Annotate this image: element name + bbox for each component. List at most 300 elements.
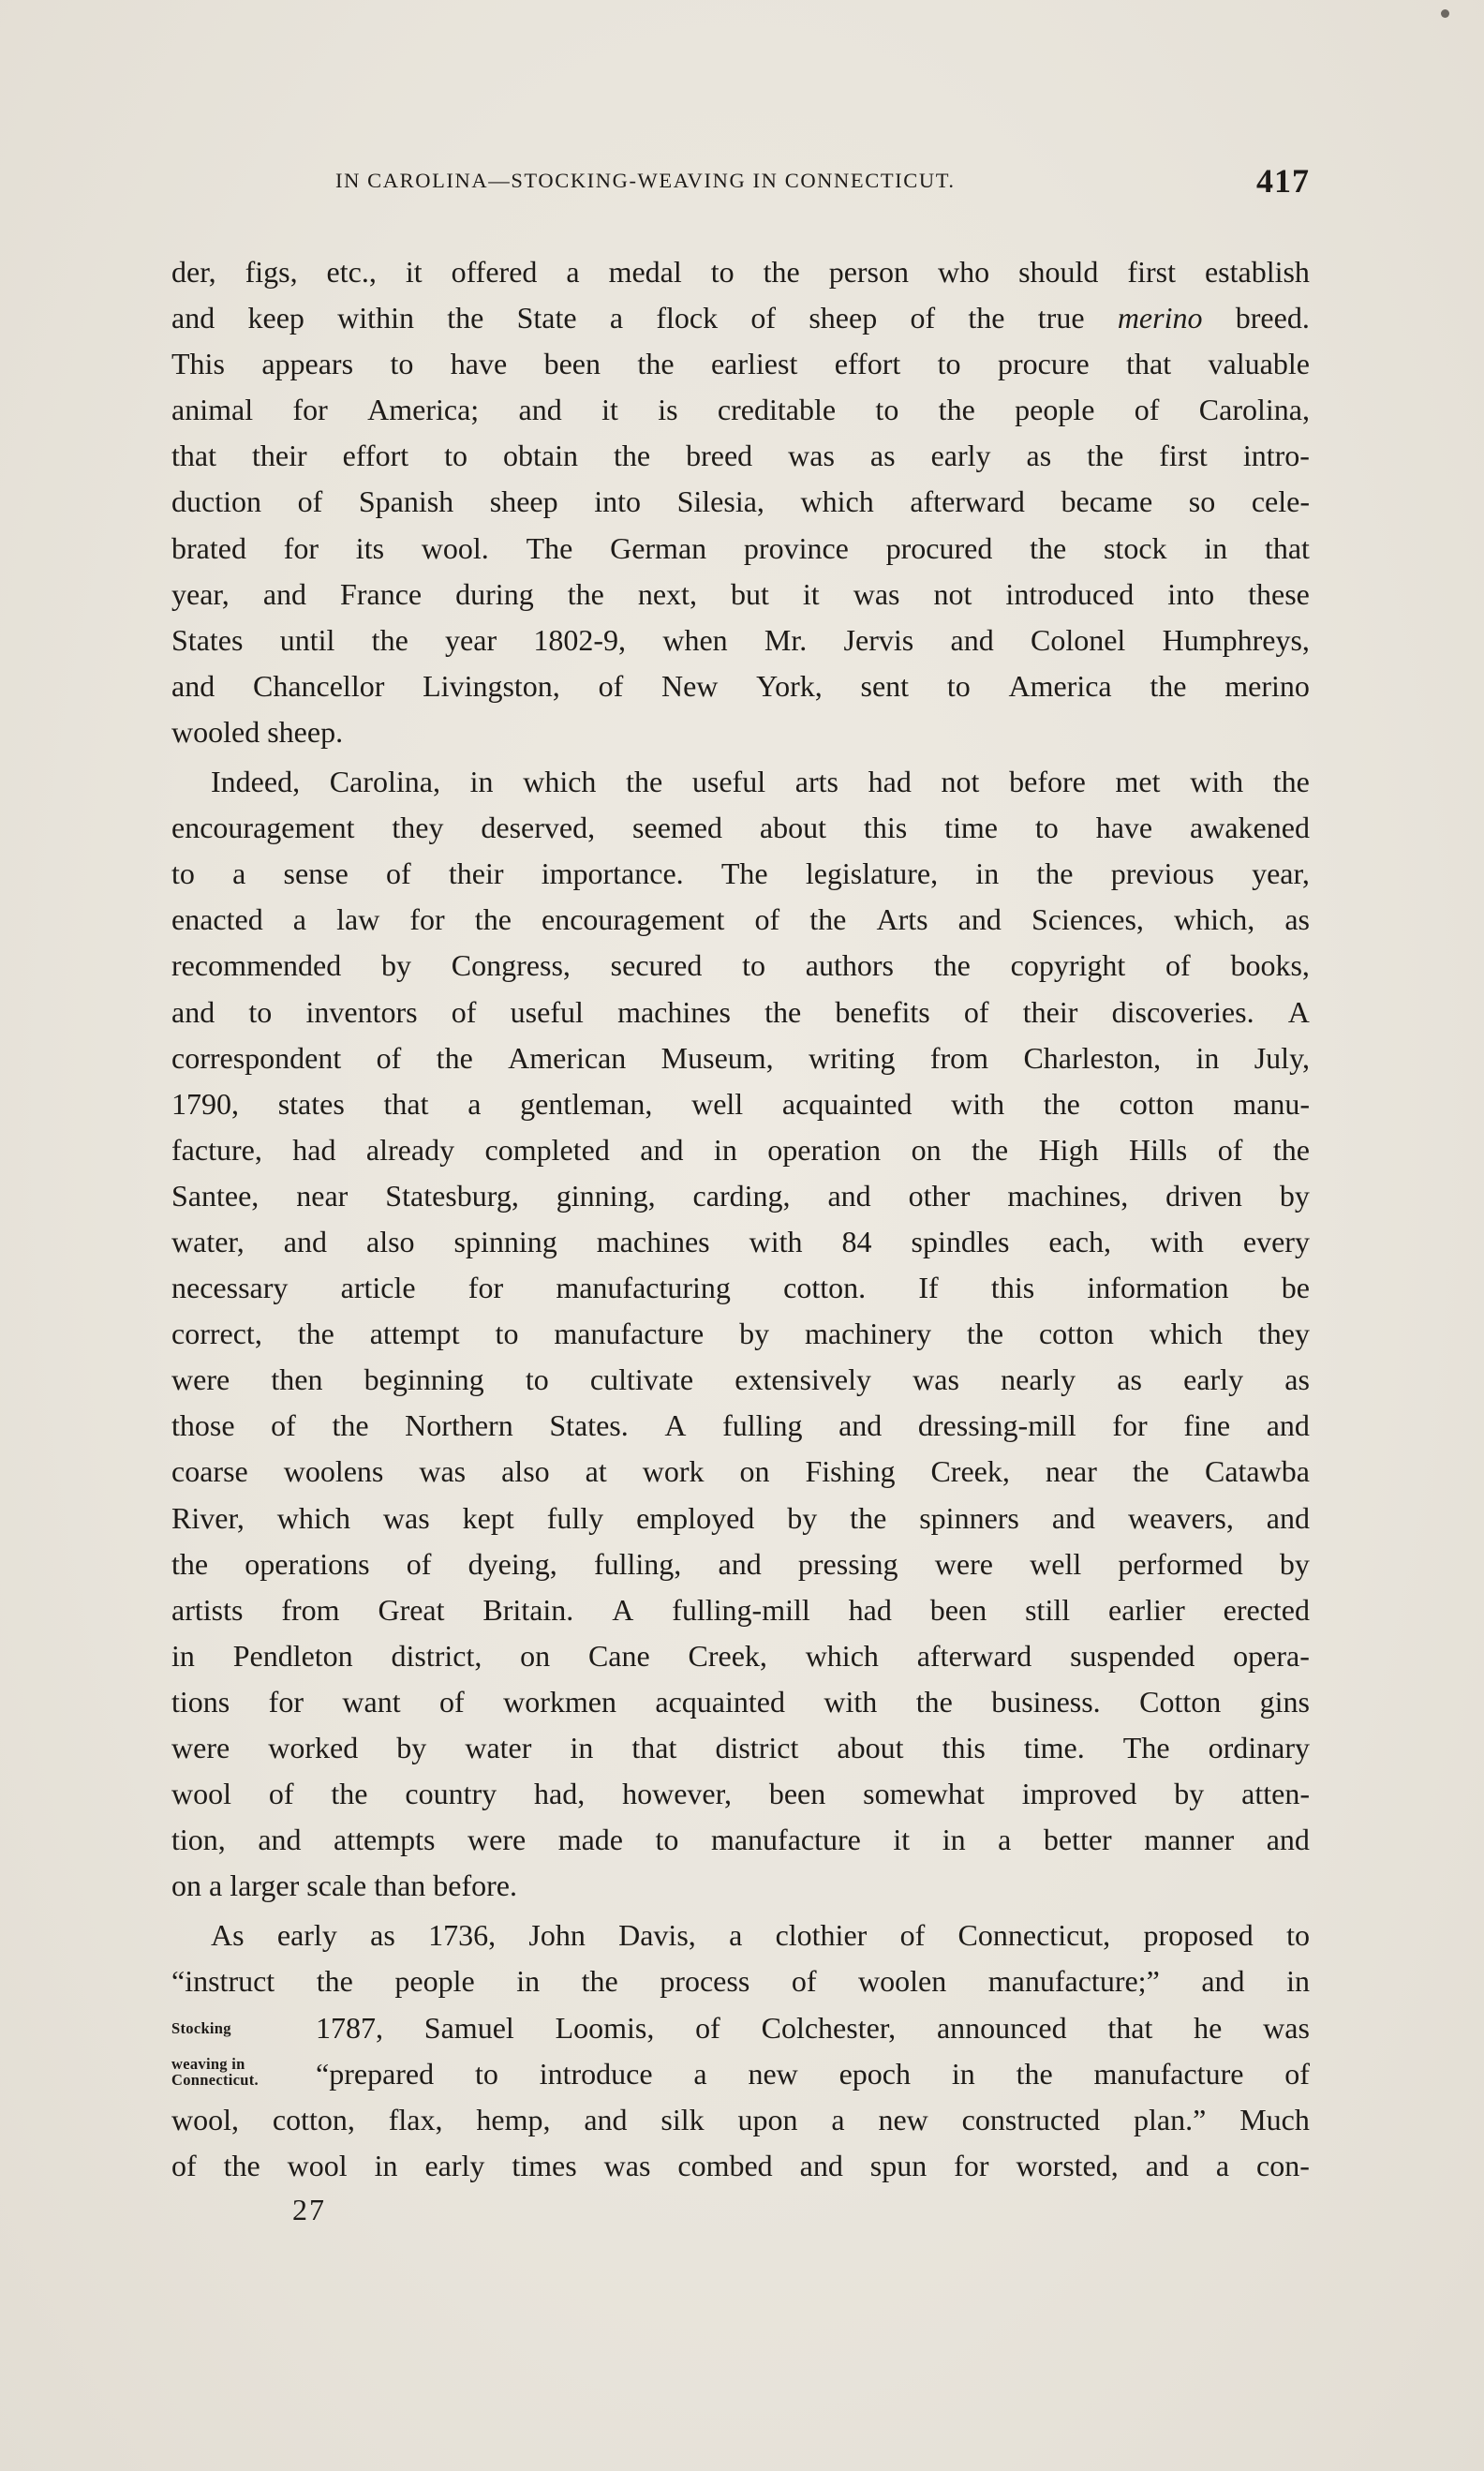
word: of (1134, 393, 1160, 427)
word: business. (991, 1684, 1101, 1719)
word: recommended (171, 948, 342, 983)
word: with (1150, 1224, 1204, 1258)
word: Fishing (805, 1454, 896, 1489)
text-line (171, 2051, 1310, 2097)
side-note-line: Connecticut. (171, 2070, 259, 2089)
word: stock (1103, 530, 1167, 565)
text-line: on a larger scale than before. (171, 1868, 517, 1903)
word: which (805, 1638, 879, 1673)
word: the (1087, 439, 1124, 473)
word: procured (885, 530, 993, 565)
word: spindles (911, 1224, 1010, 1258)
word: the (447, 301, 484, 335)
word: appears (261, 347, 354, 381)
word: of (376, 1040, 402, 1075)
word: new (878, 2102, 928, 2136)
word: true (1037, 301, 1085, 335)
word: a (609, 301, 624, 335)
word: legislature, (805, 856, 939, 891)
word: the (581, 1964, 618, 1999)
word: the (223, 2148, 260, 2182)
text-line (171, 572, 1310, 618)
word: it (802, 576, 820, 611)
word: July, (1254, 1040, 1310, 1075)
word: and (171, 301, 215, 335)
word: the (171, 1546, 209, 1581)
word: been (768, 1777, 826, 1811)
word: during (455, 576, 534, 611)
word: was (419, 1454, 467, 1489)
word: in (469, 765, 494, 799)
word: woolens (283, 1454, 384, 1489)
word: that (383, 1086, 429, 1121)
word: their (251, 439, 307, 473)
word: a (566, 255, 580, 289)
word: been (543, 347, 601, 381)
word: the (1272, 1132, 1310, 1167)
text-line (171, 1173, 1310, 1219)
word: this (990, 1271, 1035, 1305)
text-line (171, 1219, 1310, 1265)
word: and (838, 1408, 883, 1443)
word: in (570, 1731, 594, 1764)
word: from (281, 1592, 340, 1627)
word: next, (637, 576, 697, 611)
word: the (933, 948, 971, 983)
word: which (1149, 1317, 1224, 1351)
word: had (848, 1592, 892, 1627)
word: and (171, 668, 215, 703)
word: was (913, 1362, 959, 1397)
word: who (937, 255, 990, 289)
word: This (171, 347, 225, 381)
word: writing (809, 1040, 896, 1075)
word: province (743, 530, 849, 565)
word: the (371, 622, 408, 657)
word: a (729, 1918, 743, 1953)
word: secured (610, 948, 703, 983)
word: atten- (1241, 1777, 1310, 1811)
word: time. (1023, 1731, 1085, 1764)
word: manner (1144, 1823, 1235, 1857)
word: Silesia, (676, 484, 764, 519)
word: the (1030, 530, 1067, 565)
word: states (277, 1086, 345, 1121)
word: importance. (541, 856, 684, 891)
word: operations (245, 1546, 370, 1581)
word: every (1242, 1224, 1310, 1258)
word: in (951, 2056, 975, 2091)
word: employed (636, 1500, 755, 1535)
word: fulling, (593, 1546, 682, 1581)
word: of (750, 301, 777, 335)
word: new (748, 2056, 798, 2091)
word: upon (737, 2102, 798, 2136)
word: in (516, 1964, 541, 1999)
word: of (406, 1546, 432, 1581)
word: by (381, 948, 412, 983)
word: already (365, 1132, 455, 1167)
word: Museum, (660, 1040, 774, 1075)
word: “instruct (171, 1964, 275, 1999)
word: of (271, 1408, 296, 1443)
word: at (585, 1454, 607, 1489)
word: and (171, 994, 215, 1029)
word: until (279, 622, 335, 657)
word: had, (534, 1777, 586, 1811)
word: its (355, 530, 385, 565)
word: plan.” (1134, 2102, 1207, 2136)
word: in (975, 856, 1000, 891)
word: manufacture (710, 1823, 861, 1857)
word: afterward (916, 1638, 1032, 1673)
text-line (171, 1081, 1310, 1127)
word: machines (617, 994, 731, 1029)
word: times (512, 2148, 577, 2182)
word: on (520, 1638, 551, 1673)
word: beginning (364, 1362, 484, 1397)
word: of (451, 994, 477, 1029)
word: Much (1239, 2102, 1310, 2136)
word: and (957, 902, 1002, 937)
word: fulling (722, 1408, 803, 1443)
word: etc., (326, 255, 377, 289)
word: early (930, 439, 991, 473)
word: of (899, 1918, 926, 1953)
word: then (271, 1362, 323, 1397)
word: correct, (171, 1317, 262, 1351)
word: weavers, (1127, 1500, 1234, 1535)
word: as (1117, 1362, 1142, 1397)
text-line (171, 479, 1310, 525)
word: to (525, 1362, 549, 1397)
word: the (331, 1777, 368, 1811)
word: these (1248, 576, 1310, 611)
text-line (171, 249, 1310, 295)
word: near (296, 1178, 349, 1213)
word: in (374, 2148, 398, 2182)
word: the (966, 1317, 1004, 1351)
word: the (1036, 856, 1074, 891)
word: breed (686, 439, 753, 473)
side-note-line: Stocking (171, 2018, 231, 2037)
word: a (693, 2056, 707, 2091)
word: the (1272, 765, 1310, 799)
text-line (171, 663, 1310, 709)
word: the (850, 1500, 887, 1535)
word: Carolina, (1198, 393, 1310, 427)
word: was (788, 439, 835, 473)
word: to (875, 393, 899, 427)
word: were (467, 1823, 527, 1857)
word: for (283, 530, 319, 565)
word: water (465, 1731, 532, 1764)
text-line (171, 759, 1310, 805)
word: for (268, 1684, 304, 1719)
word: process (660, 1964, 750, 1999)
word: con- (1256, 2148, 1310, 2182)
word: from (929, 1040, 989, 1075)
word: by (1279, 1178, 1310, 1213)
running-title: IN CAROLINA—STOCKING-WEAVING IN CONNECTICUT. (335, 169, 956, 192)
word: manufacturing (556, 1271, 731, 1305)
word: Chancellor (252, 668, 385, 703)
word: State (516, 301, 577, 335)
word: manufacture;” (987, 1964, 1160, 1999)
word: and (718, 1546, 762, 1581)
word: pressing (797, 1546, 898, 1581)
word: Indeed, (211, 765, 301, 799)
word: discoveries. (1111, 994, 1254, 1029)
word: brated (171, 530, 246, 565)
word: clothier (775, 1918, 868, 1953)
word: should (1018, 255, 1099, 289)
word: and (1145, 2148, 1189, 2182)
word: in (171, 1638, 195, 1673)
word: enacted (171, 902, 263, 937)
side-note-line: weaving in (171, 2054, 245, 2073)
word: of (171, 2148, 197, 2182)
word: the (1132, 1454, 1169, 1489)
text-line (171, 897, 1310, 943)
word: first (1159, 439, 1208, 473)
word: and (1051, 1500, 1096, 1535)
word: which (800, 484, 874, 519)
word: The (1122, 1731, 1170, 1764)
word: met (1115, 765, 1161, 799)
word: want (342, 1684, 401, 1719)
word: establish (1204, 255, 1310, 289)
word: Catawba (1204, 1454, 1310, 1489)
word: with (749, 1224, 803, 1258)
word: intro- (1242, 439, 1310, 473)
word: proposed (1143, 1918, 1254, 1953)
word: the (436, 1040, 473, 1075)
text-line (171, 2005, 1310, 2051)
word: other (908, 1178, 971, 1213)
word: flax, (388, 2102, 443, 2136)
word: cotton (1119, 1086, 1195, 1121)
word: fulling-mill (672, 1592, 810, 1627)
word: sent (860, 668, 910, 703)
word: well (1030, 1546, 1082, 1581)
word: so (1188, 484, 1216, 519)
word: early (424, 2148, 485, 2182)
word: and (799, 2148, 843, 2182)
text-line: wooled sheep. (171, 714, 344, 749)
word: to (742, 948, 766, 983)
word: of (695, 2010, 720, 2045)
word: Sciences, (1031, 902, 1144, 937)
word: year, (1252, 856, 1310, 891)
word: manu- (1233, 1086, 1310, 1121)
word: and (1266, 1408, 1310, 1443)
text-line (171, 851, 1310, 897)
word: The (720, 856, 768, 891)
word: and (1201, 1964, 1245, 1999)
word: Arts (876, 902, 928, 937)
word: As (211, 1918, 245, 1953)
word: the (297, 1317, 334, 1351)
word: into (594, 484, 641, 519)
word: to (1034, 811, 1059, 845)
word: silk (660, 2102, 705, 2136)
word: animal (171, 393, 254, 427)
word: was (603, 2148, 651, 2182)
word: earlier (1108, 1592, 1185, 1627)
word: into (1167, 576, 1215, 611)
word: to (444, 439, 467, 473)
word: for (467, 1271, 504, 1305)
word: better (1043, 1823, 1112, 1857)
word: Samuel (423, 2010, 514, 2045)
word: John (528, 1918, 586, 1953)
word: operation (767, 1132, 882, 1167)
word: have (450, 347, 508, 381)
word: the (637, 347, 675, 381)
word: correspondent (171, 1040, 342, 1075)
word: 1736, (428, 1918, 497, 1953)
word: were (171, 1362, 230, 1397)
word: tion, (171, 1823, 226, 1857)
word: A (612, 1592, 634, 1627)
word: the (1150, 668, 1187, 703)
word: their (1022, 994, 1078, 1029)
word: fine (1183, 1408, 1231, 1443)
word: still (1025, 1592, 1071, 1627)
word: the (809, 902, 847, 937)
word: spinners (919, 1500, 1019, 1535)
word: on (911, 1132, 942, 1167)
text-line (171, 2097, 1310, 2143)
word: Congress, (451, 948, 571, 983)
word: people (1015, 393, 1095, 427)
word: district, (391, 1638, 482, 1673)
word: by (787, 1500, 818, 1535)
text-line (171, 1913, 1310, 1958)
word: arts (794, 765, 838, 799)
page-number: 417 (1256, 162, 1310, 200)
text-line (171, 1035, 1310, 1081)
word: constructed (961, 2102, 1101, 2136)
word: a (998, 1823, 1012, 1857)
word: and (262, 576, 307, 611)
word: in (1195, 1040, 1220, 1075)
word: for (409, 902, 445, 937)
word: early (1183, 1362, 1244, 1397)
word: to (390, 347, 414, 381)
word: York, (756, 668, 823, 703)
word: to (248, 994, 273, 1029)
word: of (754, 902, 780, 937)
word: for (292, 393, 328, 427)
word: States (171, 622, 244, 657)
word: useful (691, 765, 766, 799)
word: combed (677, 2148, 773, 2182)
word: Spanish (358, 484, 454, 519)
word: gins (1259, 1684, 1310, 1719)
word: it (405, 255, 423, 289)
word: the (567, 576, 604, 611)
word: effort (342, 439, 409, 473)
word: sheep (809, 301, 878, 335)
word: to (655, 1823, 679, 1857)
word: encouragement (171, 811, 355, 845)
word: encouragement (541, 902, 725, 937)
word: America (1008, 668, 1112, 703)
word: “prepared (316, 2056, 435, 2091)
word: the (1043, 1086, 1080, 1121)
word: introduce (539, 2056, 653, 2091)
word: of (297, 484, 323, 519)
word: If (918, 1271, 939, 1305)
text-line (171, 1449, 1310, 1495)
word: cotton, (272, 2102, 355, 2136)
word: in (1204, 530, 1228, 565)
word: district (715, 1731, 799, 1764)
word: the (938, 393, 975, 427)
word: gentleman, (520, 1086, 653, 1121)
word: of (598, 668, 624, 703)
word: dressing-mill (917, 1408, 1076, 1443)
word: cotton (1038, 1317, 1114, 1351)
word: extensively (735, 1362, 871, 1397)
word: to (946, 668, 971, 703)
word: sheep (489, 484, 558, 519)
word: workmen (503, 1684, 616, 1719)
word: a (467, 1086, 482, 1121)
word: of (791, 1964, 817, 1999)
word: that (1107, 2010, 1153, 2045)
word: authors (805, 948, 894, 983)
word: to (710, 255, 735, 289)
word: for (1112, 1408, 1148, 1443)
word: States. (549, 1408, 629, 1443)
word: as (370, 1918, 395, 1953)
word: and (258, 1823, 302, 1857)
word: time (944, 811, 998, 845)
word: had (292, 1132, 336, 1167)
word: with (951, 1086, 1005, 1121)
text-line (171, 1817, 1310, 1863)
word: and (518, 393, 562, 427)
word: and (283, 1224, 327, 1258)
word: which (276, 1500, 350, 1535)
word: people (394, 1964, 475, 1999)
word: of (910, 301, 936, 335)
word: seemed (632, 811, 722, 845)
text-line (171, 1633, 1310, 1679)
word: the (915, 1684, 953, 1719)
word: before (1009, 765, 1086, 799)
text-line (171, 805, 1310, 851)
word: improved (1021, 1777, 1137, 1811)
word: each, (1048, 1224, 1111, 1258)
word: to (171, 856, 195, 891)
word: the (316, 1964, 353, 1999)
word: duction (171, 484, 261, 519)
word: figs, (245, 255, 298, 289)
word: driven (1165, 1178, 1242, 1213)
word: procure (997, 347, 1090, 381)
text-line (171, 1127, 1310, 1173)
word: of (386, 856, 411, 891)
word: attempt (369, 1317, 460, 1351)
word: copyright (1010, 948, 1126, 983)
word: early (276, 1918, 337, 1953)
word: America; (367, 393, 480, 427)
word: was (853, 576, 900, 611)
